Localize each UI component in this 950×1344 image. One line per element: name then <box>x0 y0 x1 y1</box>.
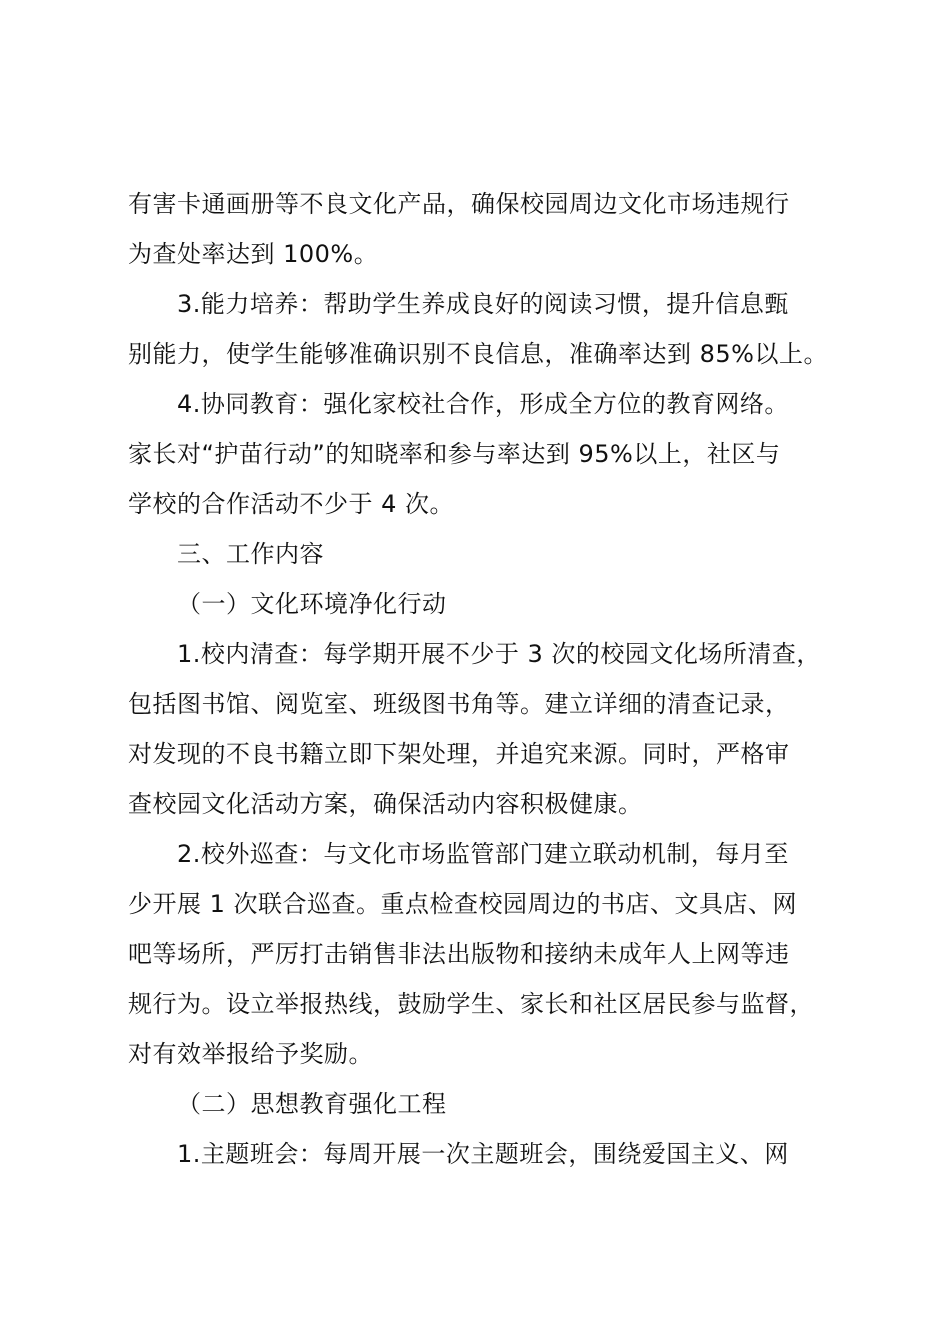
paragraph-start-line: 1.主题班会：每周开展一次主题班会，围绕爱国主义、网 <box>177 1140 789 1168</box>
body-text-line: 吧等场所，严厉打击销售非法出版物和接纳未成年人上网等违 <box>128 940 790 968</box>
body-text-line: 查校园文化活动方案，确保活动内容积极健康。 <box>128 790 643 818</box>
paragraph-start-line: 2.校外巡查：与文化市场监管部门建立联动机制，每月至 <box>177 840 789 868</box>
subsection-heading: （二）思想教育强化工程 <box>177 1090 447 1118</box>
paragraph-start-line: 4.协同教育：强化家校社合作，形成全方位的教育网络。 <box>177 390 789 418</box>
paragraph-start-line: 1.校内清查：每学期开展不少于 3 次的校园文化场所清查， <box>177 640 821 668</box>
body-text-line: 规行为。设立举报热线，鼓励学生、家长和社区居民参与监督， <box>128 990 814 1018</box>
section-heading: 三、工作内容 <box>177 540 324 568</box>
body-text-line: 学校的合作活动不少于 4 次。 <box>128 490 455 518</box>
body-text-line: 包括图书馆、阅览室、班级图书角等。建立详细的清查记录， <box>128 690 790 718</box>
body-text-line: 为查处率达到 100%。 <box>128 240 379 268</box>
body-text-line: 别能力，使学生能够准确识别不良信息，准确率达到 85%以上。 <box>128 340 828 368</box>
body-text-line: 家长对“护苗行动”的知晓率和参与率达到 95%以上，社区与 <box>128 440 781 468</box>
subsection-heading: （一）文化环境净化行动 <box>177 590 447 618</box>
body-text-line: 少开展 1 次联合巡查。重点检查校园周边的书店、文具店、网 <box>128 890 798 918</box>
body-text-line: 有害卡通画册等不良文化产品，确保校园周边文化市场违规行 <box>128 190 790 218</box>
body-text-line: 对发现的不良书籍立即下架处理，并追究来源。同时，严格审 <box>128 740 790 768</box>
body-text-line: 对有效举报给予奖励。 <box>128 1040 373 1068</box>
paragraph-start-line: 3.能力培养：帮助学生养成良好的阅读习惯，提升信息甄 <box>177 290 789 318</box>
